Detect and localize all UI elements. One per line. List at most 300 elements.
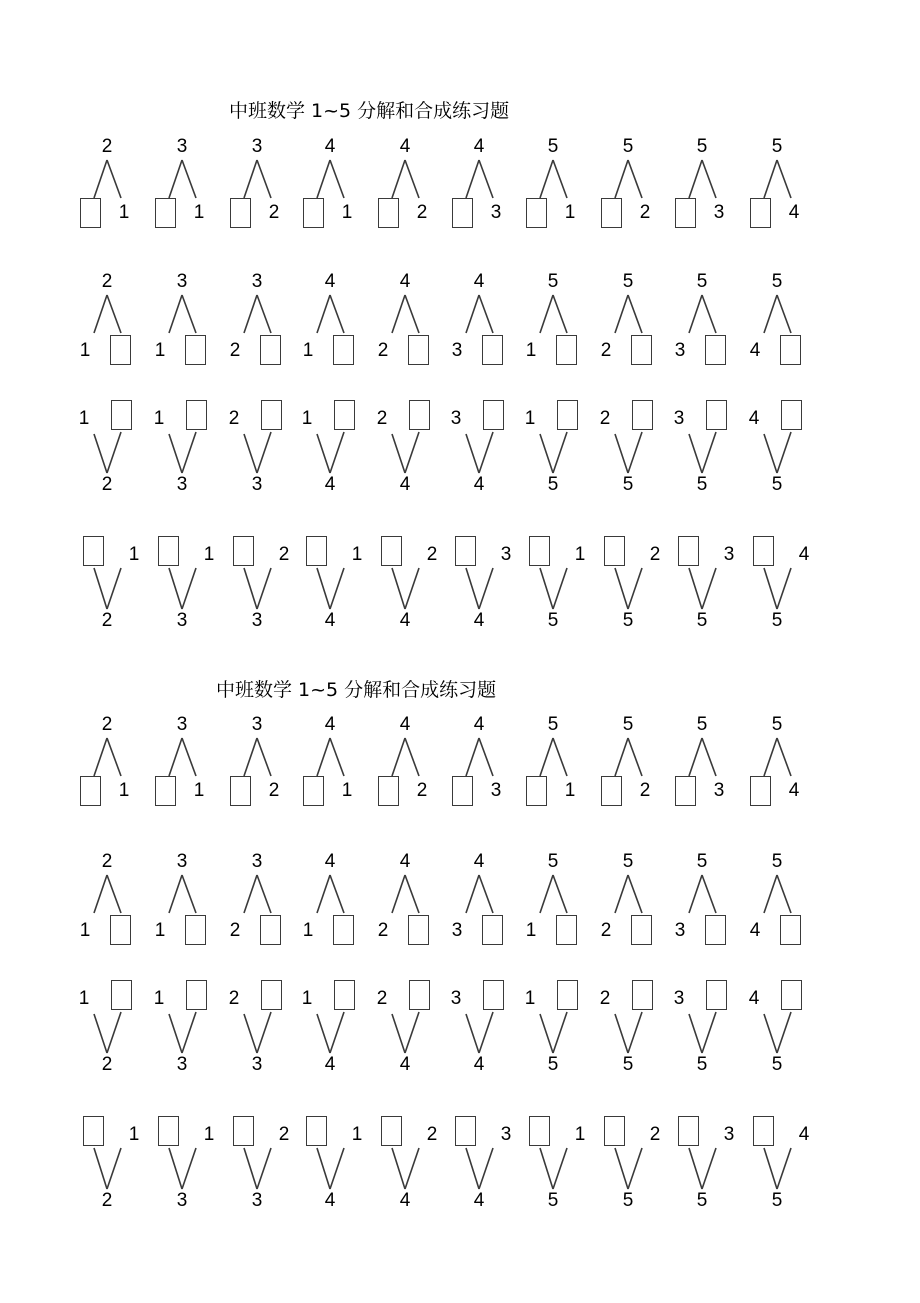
total-number: 3 bbox=[176, 610, 188, 631]
total-number: 4 bbox=[324, 1190, 336, 1211]
tree-connector-line bbox=[330, 875, 344, 913]
part-number: 3 bbox=[723, 544, 735, 565]
answer-box[interactable] bbox=[381, 536, 402, 566]
answer-box[interactable] bbox=[80, 776, 101, 806]
total-number: 5 bbox=[696, 136, 708, 157]
total-number: 5 bbox=[771, 851, 783, 872]
part-number: 1 bbox=[574, 544, 586, 565]
tree-connector-line bbox=[702, 1148, 716, 1189]
tree-connector-line bbox=[764, 568, 777, 609]
part-number: 2 bbox=[278, 544, 290, 565]
part-number: 1 bbox=[524, 988, 536, 1009]
tree-connector-line bbox=[244, 1148, 257, 1189]
answer-box[interactable] bbox=[303, 198, 324, 228]
answer-box[interactable] bbox=[261, 980, 282, 1010]
tree-connector-line bbox=[702, 295, 716, 333]
tree-connector-line bbox=[107, 875, 121, 913]
answer-box[interactable] bbox=[632, 980, 653, 1010]
tree-connector-line bbox=[777, 432, 791, 473]
tree-connector-line bbox=[244, 738, 257, 776]
tree-connector-line bbox=[628, 1012, 642, 1053]
part-number: 2 bbox=[649, 544, 661, 565]
tree-connector-line bbox=[540, 875, 553, 913]
answer-box[interactable] bbox=[455, 536, 476, 566]
tree-connector-line bbox=[405, 1012, 419, 1053]
answer-box[interactable] bbox=[158, 536, 179, 566]
tree-connector-line bbox=[182, 1148, 196, 1189]
total-number: 3 bbox=[176, 271, 188, 292]
part-number: 3 bbox=[500, 544, 512, 565]
total-number: 3 bbox=[251, 610, 263, 631]
total-number: 4 bbox=[399, 136, 411, 157]
part-number: 2 bbox=[268, 202, 280, 223]
total-number: 5 bbox=[547, 1190, 559, 1211]
tree-connector-line bbox=[702, 1012, 716, 1053]
answer-box[interactable] bbox=[482, 335, 503, 365]
answer-box[interactable] bbox=[378, 776, 399, 806]
part-number: 1 bbox=[118, 780, 130, 801]
total-number: 5 bbox=[696, 610, 708, 631]
tree-connector-line bbox=[777, 568, 791, 609]
tree-connector-line bbox=[169, 160, 182, 198]
tree-connector-line bbox=[777, 875, 791, 913]
answer-box[interactable] bbox=[632, 400, 653, 430]
part-number: 2 bbox=[228, 988, 240, 1009]
tree-connector-line bbox=[405, 875, 419, 913]
answer-box[interactable] bbox=[601, 776, 622, 806]
answer-box[interactable] bbox=[306, 1116, 327, 1146]
answer-box[interactable] bbox=[557, 400, 578, 430]
tree-connector-line bbox=[689, 738, 702, 776]
answer-box[interactable] bbox=[780, 915, 801, 945]
part-number: 2 bbox=[416, 780, 428, 801]
tree-connector-line bbox=[628, 160, 642, 198]
part-number: 2 bbox=[426, 1124, 438, 1145]
part-number: 4 bbox=[798, 1124, 810, 1145]
total-number: 3 bbox=[251, 714, 263, 735]
total-number: 3 bbox=[251, 474, 263, 495]
tree-connector-line bbox=[702, 738, 716, 776]
answer-box[interactable] bbox=[303, 776, 324, 806]
total-number: 5 bbox=[622, 136, 634, 157]
tree-connector-line bbox=[169, 738, 182, 776]
answer-box[interactable] bbox=[556, 335, 577, 365]
tree-connector-line bbox=[107, 160, 121, 198]
part-number: 1 bbox=[564, 780, 576, 801]
answer-box[interactable] bbox=[482, 915, 503, 945]
part-number: 2 bbox=[639, 202, 651, 223]
tree-connector-line bbox=[764, 160, 777, 198]
tree-connector-line bbox=[392, 1148, 405, 1189]
total-number: 5 bbox=[547, 136, 559, 157]
tree-connector-line bbox=[244, 434, 257, 473]
total-number: 4 bbox=[473, 136, 485, 157]
tree-connector-line bbox=[702, 432, 716, 473]
tree-connector-line bbox=[182, 295, 196, 333]
answer-box[interactable] bbox=[155, 776, 176, 806]
tree-connector-line bbox=[479, 295, 493, 333]
total-number: 5 bbox=[547, 851, 559, 872]
part-number: 4 bbox=[748, 408, 760, 429]
answer-box[interactable] bbox=[705, 335, 726, 365]
part-number: 1 bbox=[154, 920, 166, 941]
answer-box[interactable] bbox=[557, 980, 578, 1010]
tree-connector-line bbox=[479, 875, 493, 913]
total-number: 4 bbox=[473, 714, 485, 735]
tree-connector-line bbox=[257, 738, 271, 776]
total-number: 4 bbox=[473, 271, 485, 292]
answer-box[interactable] bbox=[110, 335, 131, 365]
answer-box[interactable] bbox=[111, 980, 132, 1010]
tree-connector-line bbox=[107, 568, 121, 609]
tree-connector-line bbox=[689, 568, 702, 609]
tree-connector-line bbox=[107, 295, 121, 333]
part-number: 3 bbox=[674, 920, 686, 941]
answer-box[interactable] bbox=[529, 536, 550, 566]
answer-box[interactable] bbox=[483, 980, 504, 1010]
tree-connector-line bbox=[702, 875, 716, 913]
answer-box[interactable] bbox=[260, 915, 281, 945]
answer-box[interactable] bbox=[678, 1116, 699, 1146]
answer-box[interactable] bbox=[529, 1116, 550, 1146]
answer-box[interactable] bbox=[780, 335, 801, 365]
part-number: 1 bbox=[153, 988, 165, 1009]
part-number: 2 bbox=[376, 408, 388, 429]
part-number: 3 bbox=[723, 1124, 735, 1145]
part-number: 1 bbox=[193, 780, 205, 801]
tree-connector-line bbox=[466, 160, 479, 198]
answer-box[interactable] bbox=[158, 1116, 179, 1146]
answer-box[interactable] bbox=[781, 400, 802, 430]
tree-connector-line bbox=[466, 568, 479, 609]
tree-connector-line bbox=[94, 160, 107, 198]
tree-connector-line bbox=[405, 160, 419, 198]
total-number: 4 bbox=[399, 474, 411, 495]
tree-connector-line bbox=[615, 434, 628, 473]
total-number: 5 bbox=[622, 271, 634, 292]
tree-connector-line bbox=[330, 568, 344, 609]
tree-connector-line bbox=[169, 434, 182, 473]
part-number: 2 bbox=[229, 340, 241, 361]
tree-connector-line bbox=[466, 875, 479, 913]
total-number: 3 bbox=[176, 714, 188, 735]
answer-box[interactable] bbox=[483, 400, 504, 430]
total-number: 5 bbox=[771, 714, 783, 735]
answer-box[interactable] bbox=[750, 198, 771, 228]
tree-connector-line bbox=[94, 875, 107, 913]
part-number: 3 bbox=[500, 1124, 512, 1145]
total-number: 3 bbox=[251, 271, 263, 292]
tree-connector-line bbox=[317, 434, 330, 473]
answer-box[interactable] bbox=[378, 198, 399, 228]
part-number: 3 bbox=[490, 202, 502, 223]
total-number: 3 bbox=[176, 1054, 188, 1075]
tree-connector-line bbox=[244, 875, 257, 913]
answer-box[interactable] bbox=[409, 400, 430, 430]
part-number: 2 bbox=[600, 920, 612, 941]
part-number: 1 bbox=[351, 1124, 363, 1145]
answer-box[interactable] bbox=[409, 980, 430, 1010]
answer-box[interactable] bbox=[185, 915, 206, 945]
tree-connector-line bbox=[107, 432, 121, 473]
answer-box[interactable] bbox=[260, 335, 281, 365]
answer-box[interactable] bbox=[526, 776, 547, 806]
part-number: 4 bbox=[748, 988, 760, 1009]
total-number: 5 bbox=[771, 1190, 783, 1211]
tree-connector-line bbox=[330, 1148, 344, 1189]
total-number: 4 bbox=[324, 1054, 336, 1075]
total-number: 2 bbox=[101, 136, 113, 157]
tree-connector-line bbox=[330, 432, 344, 473]
part-number: 1 bbox=[154, 340, 166, 361]
part-number: 1 bbox=[525, 920, 537, 941]
total-number: 4 bbox=[324, 851, 336, 872]
tree-connector-line bbox=[317, 1014, 330, 1053]
total-number: 2 bbox=[101, 474, 113, 495]
part-number: 3 bbox=[673, 988, 685, 1009]
answer-box[interactable] bbox=[408, 335, 429, 365]
total-number: 4 bbox=[324, 610, 336, 631]
total-number: 5 bbox=[696, 714, 708, 735]
tree-connector-line bbox=[317, 875, 330, 913]
answer-box[interactable] bbox=[83, 1116, 104, 1146]
total-number: 4 bbox=[399, 851, 411, 872]
tree-connector-line bbox=[540, 160, 553, 198]
worksheet-title: 中班数学 1~5 分解和合成练习题 bbox=[229, 100, 510, 122]
tree-connector-line bbox=[628, 875, 642, 913]
tree-connector-line bbox=[182, 568, 196, 609]
part-number: 2 bbox=[376, 988, 388, 1009]
part-number: 1 bbox=[341, 780, 353, 801]
part-number: 1 bbox=[193, 202, 205, 223]
worksheet-title: 中班数学 1~5 分解和合成练习题 bbox=[216, 679, 497, 701]
answer-box[interactable] bbox=[631, 915, 652, 945]
answer-box[interactable] bbox=[261, 400, 282, 430]
answer-box[interactable] bbox=[526, 198, 547, 228]
answer-box[interactable] bbox=[781, 980, 802, 1010]
part-number: 1 bbox=[302, 920, 314, 941]
answer-box[interactable] bbox=[604, 1116, 625, 1146]
tree-connector-line bbox=[553, 295, 567, 333]
total-number: 2 bbox=[101, 851, 113, 872]
answer-box[interactable] bbox=[185, 335, 206, 365]
tree-connector-line bbox=[392, 160, 405, 198]
answer-box[interactable] bbox=[186, 980, 207, 1010]
total-number: 5 bbox=[696, 474, 708, 495]
tree-connector-line bbox=[764, 1148, 777, 1189]
answer-box[interactable] bbox=[230, 198, 251, 228]
part-number: 3 bbox=[450, 408, 462, 429]
tree-connector-line bbox=[405, 1148, 419, 1189]
answer-box[interactable] bbox=[110, 915, 131, 945]
total-number: 5 bbox=[547, 271, 559, 292]
total-number: 4 bbox=[399, 1190, 411, 1211]
tree-connector-line bbox=[94, 1014, 107, 1053]
part-number: 2 bbox=[377, 920, 389, 941]
total-number: 4 bbox=[399, 1054, 411, 1075]
answer-box[interactable] bbox=[452, 198, 473, 228]
part-number: 1 bbox=[203, 544, 215, 565]
tree-connector-line bbox=[257, 568, 271, 609]
tree-connector-line bbox=[615, 160, 628, 198]
answer-box[interactable] bbox=[556, 915, 577, 945]
answer-box[interactable] bbox=[186, 400, 207, 430]
part-number: 3 bbox=[450, 988, 462, 1009]
part-number: 3 bbox=[451, 920, 463, 941]
total-number: 4 bbox=[473, 1190, 485, 1211]
tree-connector-line bbox=[540, 568, 553, 609]
answer-box[interactable] bbox=[604, 536, 625, 566]
tree-connector-line bbox=[540, 1014, 553, 1053]
part-number: 1 bbox=[525, 340, 537, 361]
tree-connector-line bbox=[777, 160, 791, 198]
tree-connector-line bbox=[330, 295, 344, 333]
tree-connector-line bbox=[553, 160, 567, 198]
tree-connector-line bbox=[540, 738, 553, 776]
answer-box[interactable] bbox=[233, 1116, 254, 1146]
answer-box[interactable] bbox=[675, 776, 696, 806]
tree-connector-line bbox=[777, 1148, 791, 1189]
part-number: 1 bbox=[524, 408, 536, 429]
tree-connector-line bbox=[479, 160, 493, 198]
tree-connector-line bbox=[244, 1014, 257, 1053]
tree-connector-line bbox=[479, 738, 493, 776]
total-number: 5 bbox=[771, 474, 783, 495]
answer-box[interactable] bbox=[675, 198, 696, 228]
tree-connector-line bbox=[244, 568, 257, 609]
tree-connector-line bbox=[182, 432, 196, 473]
tree-connector-line bbox=[628, 1148, 642, 1189]
answer-box[interactable] bbox=[333, 335, 354, 365]
part-number: 1 bbox=[302, 340, 314, 361]
tree-connector-line bbox=[182, 1012, 196, 1053]
total-number: 3 bbox=[251, 136, 263, 157]
tree-connector-line bbox=[94, 1148, 107, 1189]
part-number: 3 bbox=[451, 340, 463, 361]
tree-connector-line bbox=[777, 1012, 791, 1053]
tree-connector-line bbox=[689, 434, 702, 473]
answer-box[interactable] bbox=[233, 536, 254, 566]
tree-connector-line bbox=[392, 738, 405, 776]
total-number: 3 bbox=[251, 851, 263, 872]
answer-box[interactable] bbox=[333, 915, 354, 945]
tree-connector-line bbox=[169, 568, 182, 609]
answer-box[interactable] bbox=[83, 536, 104, 566]
part-number: 1 bbox=[79, 920, 91, 941]
tree-connector-line bbox=[257, 875, 271, 913]
part-number: 3 bbox=[490, 780, 502, 801]
tree-connector-line bbox=[257, 432, 271, 473]
answer-box[interactable] bbox=[753, 536, 774, 566]
tree-connector-line bbox=[553, 875, 567, 913]
answer-box[interactable] bbox=[80, 198, 101, 228]
part-number: 1 bbox=[574, 1124, 586, 1145]
tree-connector-line bbox=[466, 295, 479, 333]
tree-connector-line bbox=[317, 738, 330, 776]
answer-box[interactable] bbox=[601, 198, 622, 228]
part-number: 2 bbox=[229, 920, 241, 941]
tree-connector-line bbox=[94, 738, 107, 776]
tree-connector-line bbox=[392, 1014, 405, 1053]
tree-connector-line bbox=[553, 738, 567, 776]
part-number: 2 bbox=[268, 780, 280, 801]
part-number: 1 bbox=[78, 988, 90, 1009]
tree-connector-line bbox=[777, 295, 791, 333]
answer-box[interactable] bbox=[230, 776, 251, 806]
answer-box[interactable] bbox=[334, 980, 355, 1010]
answer-box[interactable] bbox=[306, 536, 327, 566]
part-number: 2 bbox=[228, 408, 240, 429]
total-number: 2 bbox=[101, 1054, 113, 1075]
tree-connector-line bbox=[615, 738, 628, 776]
tree-connector-line bbox=[615, 295, 628, 333]
part-number: 2 bbox=[599, 408, 611, 429]
answer-box[interactable] bbox=[408, 915, 429, 945]
tree-connector-line bbox=[479, 1012, 493, 1053]
answer-box[interactable] bbox=[750, 776, 771, 806]
answer-box[interactable] bbox=[753, 1116, 774, 1146]
tree-connector-line bbox=[182, 875, 196, 913]
total-number: 3 bbox=[251, 1054, 263, 1075]
part-number: 2 bbox=[377, 340, 389, 361]
tree-connector-line bbox=[169, 1148, 182, 1189]
tree-connector-line bbox=[317, 1148, 330, 1189]
tree-connector-line bbox=[392, 295, 405, 333]
total-number: 3 bbox=[176, 1190, 188, 1211]
answer-box[interactable] bbox=[111, 400, 132, 430]
tree-connector-line bbox=[689, 1014, 702, 1053]
tree-connector-line bbox=[392, 434, 405, 473]
tree-connector-line bbox=[764, 295, 777, 333]
tree-connector-line bbox=[392, 875, 405, 913]
total-number: 5 bbox=[696, 851, 708, 872]
answer-box[interactable] bbox=[455, 1116, 476, 1146]
tree-connector-line bbox=[466, 434, 479, 473]
total-number: 5 bbox=[622, 1190, 634, 1211]
answer-box[interactable] bbox=[678, 536, 699, 566]
total-number: 4 bbox=[324, 271, 336, 292]
part-number: 1 bbox=[79, 340, 91, 361]
answer-box[interactable] bbox=[381, 1116, 402, 1146]
answer-box[interactable] bbox=[706, 980, 727, 1010]
answer-box[interactable] bbox=[334, 400, 355, 430]
tree-connector-line bbox=[466, 1014, 479, 1053]
answer-box[interactable] bbox=[705, 915, 726, 945]
total-number: 4 bbox=[399, 714, 411, 735]
tree-connector-line bbox=[94, 568, 107, 609]
part-number: 1 bbox=[341, 202, 353, 223]
total-number: 5 bbox=[622, 610, 634, 631]
answer-box[interactable] bbox=[706, 400, 727, 430]
tree-connector-line bbox=[182, 160, 196, 198]
part-number: 3 bbox=[673, 408, 685, 429]
tree-connector-line bbox=[689, 295, 702, 333]
part-number: 4 bbox=[749, 920, 761, 941]
tree-connector-line bbox=[466, 738, 479, 776]
answer-box[interactable] bbox=[155, 198, 176, 228]
tree-connector-line bbox=[479, 432, 493, 473]
tree-connector-line bbox=[244, 295, 257, 333]
part-number: 2 bbox=[599, 988, 611, 1009]
tree-connector-line bbox=[540, 295, 553, 333]
tree-connector-line bbox=[330, 1012, 344, 1053]
tree-connector-line bbox=[628, 568, 642, 609]
answer-box[interactable] bbox=[452, 776, 473, 806]
total-number: 4 bbox=[324, 136, 336, 157]
tree-connector-line bbox=[107, 1012, 121, 1053]
answer-box[interactable] bbox=[631, 335, 652, 365]
tree-connector-line bbox=[317, 295, 330, 333]
